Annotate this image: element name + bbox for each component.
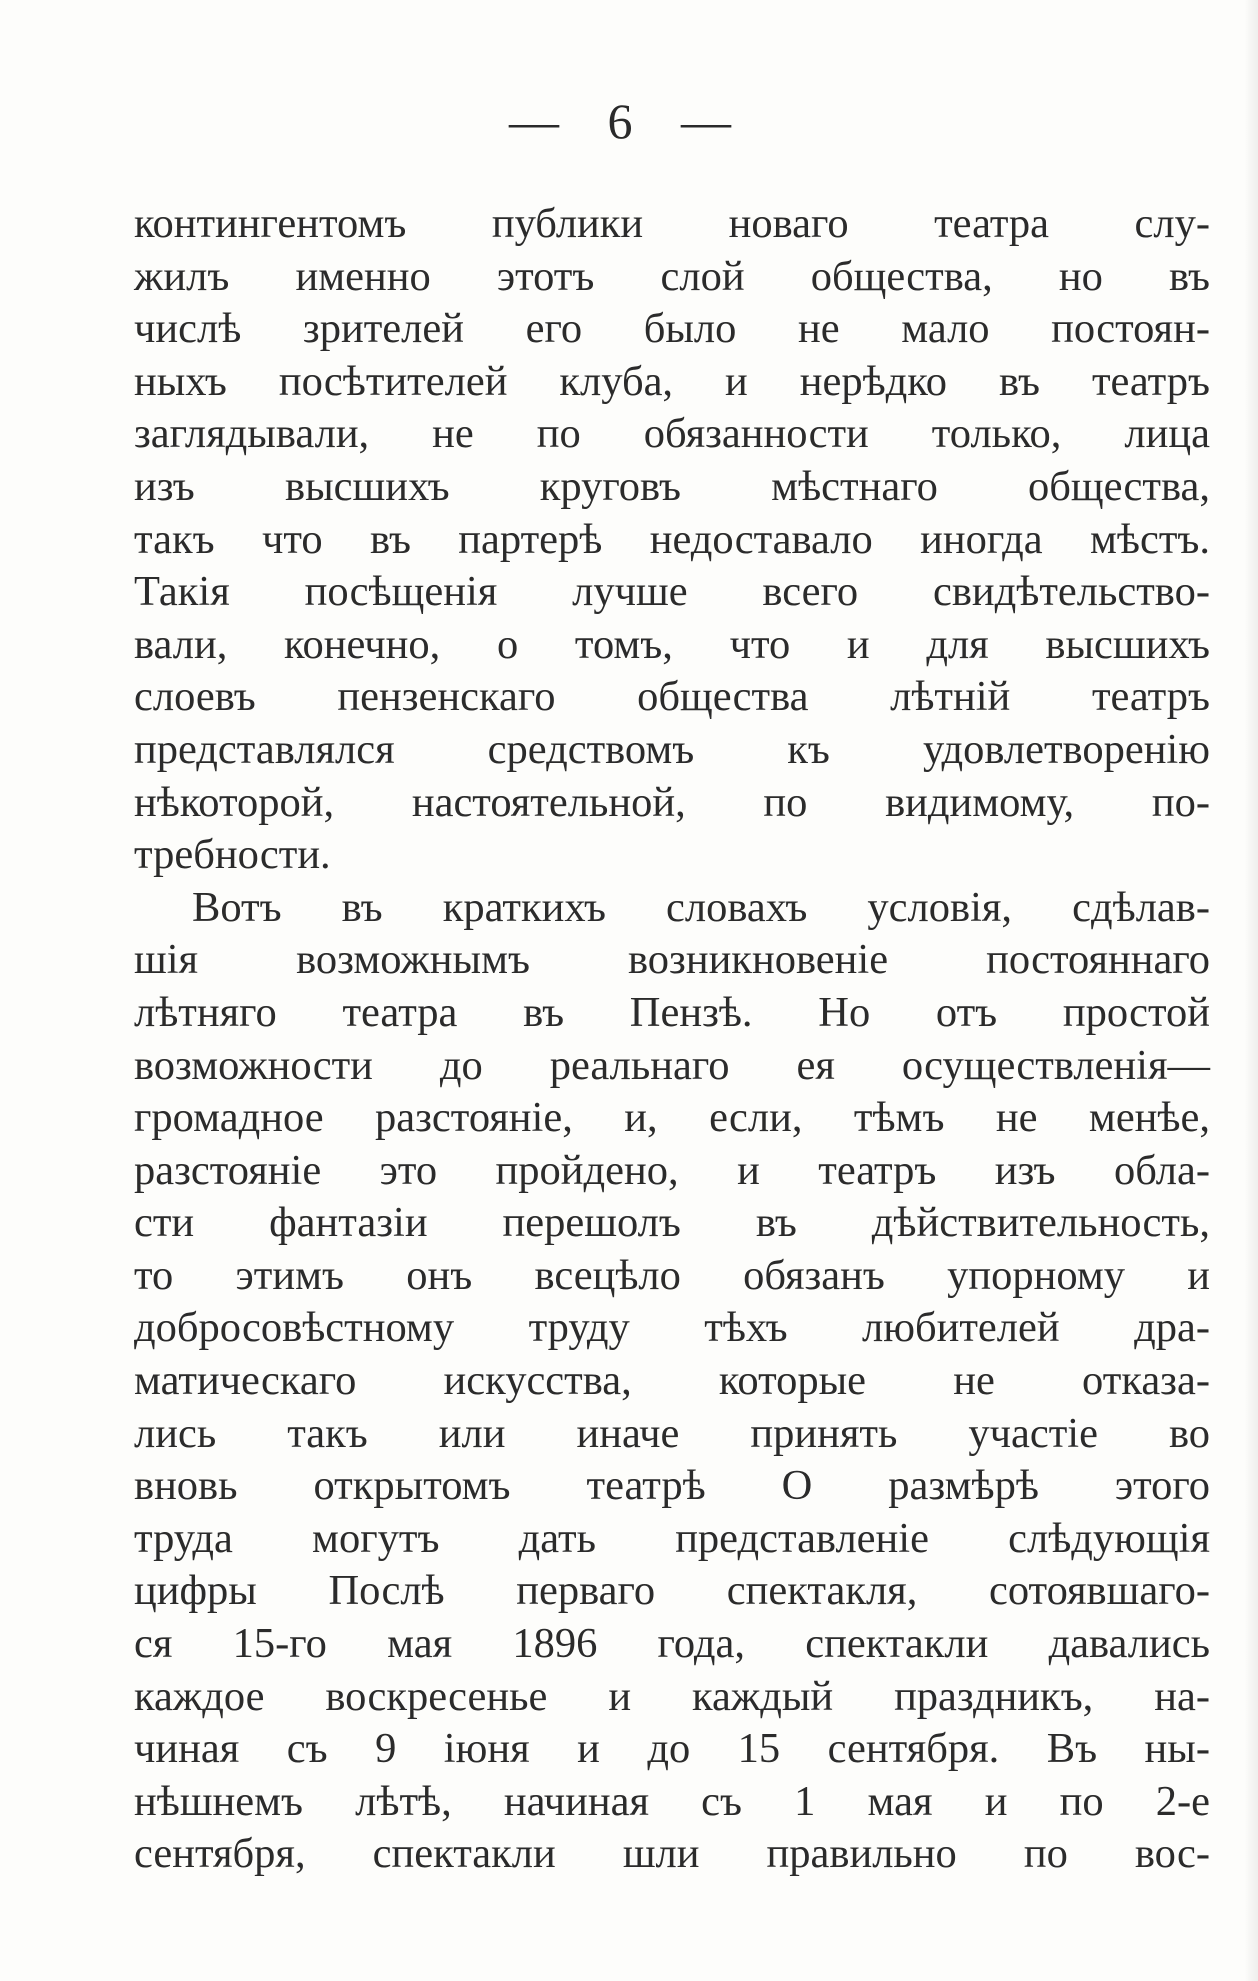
text-line: лись такъ или иначе принять участіе во — [134, 1409, 1210, 1457]
text-line: громадное разстояніе, и, если, тѣмъ не менѣе, — [134, 1094, 1210, 1142]
text-line: труда могутъ дать представленіе слѣдующія — [134, 1514, 1210, 1562]
text-line: сентября, спектакли шли правильно по вос- — [134, 1830, 1210, 1878]
text-line: ныхъ посѣтителей клуба, и нерѣдко въ театръ — [134, 357, 1210, 405]
text-line: чиная съ 9 іюня и до 15 сентября. Въ ны- — [134, 1725, 1210, 1773]
text-line: сти фантазіи перешолъ въ дѣйствительность, — [134, 1199, 1210, 1247]
text-line: жилъ именно этотъ слой общества, но въ — [134, 252, 1210, 300]
text-line: нѣшнемъ лѣтѣ, начиная съ 1 мая и по 2-е — [134, 1777, 1210, 1825]
text-line: требности. — [134, 831, 331, 879]
text-line: ся 15-го мая 1896 года, спектакли давались — [134, 1620, 1210, 1668]
text-line: матическаго искусства, которые не отказа- — [134, 1357, 1210, 1405]
text-line: цифры Послѣ перваго спектакля, сотоявшаго- — [134, 1567, 1210, 1615]
text-line: то этимъ онъ всецѣло обязанъ упорному и — [134, 1251, 1210, 1299]
text-line: заглядывали, не по обязанности только, лица — [134, 410, 1210, 458]
paragraph-2 — [134, 882, 1210, 1881]
text-line: добросовѣстному труду тѣхъ любителей дра- — [134, 1304, 1210, 1352]
text-line: шія возможнымъ возникновеніе постояннаго — [134, 936, 1210, 984]
text-line: изъ высшихъ круговъ мѣстнаго общества, — [134, 462, 1210, 510]
body-text — [134, 198, 1210, 1881]
text-line: представлялся средствомъ къ удовлетворенію — [134, 725, 1210, 773]
text-line: вали, конечно, о томъ, что и для высшихъ — [134, 620, 1210, 668]
text-line: числѣ зрителей его было не мало постоян- — [134, 305, 1210, 353]
text-line: Такія посѣщенія лучше всего свидѣтельство- — [134, 568, 1210, 616]
text-line: вновь открытомъ театрѣ О размѣрѣ этого — [134, 1462, 1210, 1510]
text-line: возможности до реальнаго ея осуществленія— — [134, 1041, 1210, 1089]
page-number: — 6 — — [509, 93, 749, 149]
text-line: каждое воскресенье и каждый праздникъ, на- — [134, 1672, 1210, 1720]
page-edge-shadow — [1244, 0, 1258, 1981]
text-line: слоевъ пензенскаго общества лѣтній театръ — [134, 673, 1210, 721]
text-line: Вотъ въ краткихъ словахъ условія, сдѣлав- — [192, 883, 1210, 931]
text-line: разстояніе это пройдено, и театръ изъ обла- — [134, 1146, 1210, 1194]
text-line: лѣтняго театра въ Пензѣ. Но отъ простой — [134, 988, 1210, 1036]
text-line: нѣкоторой, настоятельной, по видимому, по- — [134, 778, 1210, 826]
text-line: контингентомъ публики новаго театра слу- — [134, 200, 1210, 247]
text-line: такъ что въ партерѣ недоставало иногда мѣстъ. — [134, 515, 1210, 563]
paragraph-1 — [134, 198, 1210, 882]
